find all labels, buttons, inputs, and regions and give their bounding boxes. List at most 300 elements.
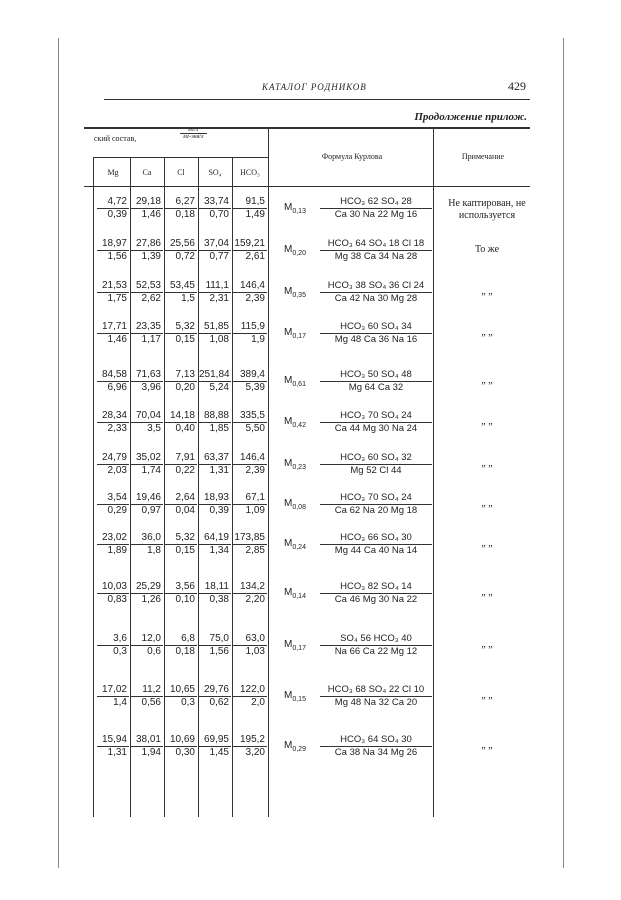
cations: Mg 44 Ca 40 Na 14 [334, 545, 418, 556]
mass-concentration: 122,0 [233, 684, 267, 697]
value-cell-cl [165, 452, 197, 477]
value-cell-so4 [199, 581, 231, 606]
value-cell-so4 [199, 452, 231, 477]
value-cell-ca [131, 410, 163, 435]
value-cell-mg [97, 280, 129, 305]
equivalent-concentration: 0,70 [209, 209, 229, 220]
unit-denominator: мг-экв/л [183, 134, 204, 140]
equivalent-concentration: 5,24 [209, 382, 229, 393]
cations: Mg 38 Ca 34 Na 28 [334, 251, 418, 262]
value-cell-ca [131, 238, 163, 263]
cations: Ca 62 Na 20 Mg 18 [334, 505, 418, 516]
equivalent-concentration: 0,20 [175, 382, 195, 393]
mass-concentration: 18,11 [199, 581, 231, 594]
value-cell-so4 [199, 280, 231, 305]
note-cell: „ „ [481, 375, 493, 386]
equivalent-concentration: 0,56 [141, 697, 161, 708]
equivalent-concentration: 0,15 [175, 334, 195, 345]
mineralization-value: 0,08 [292, 504, 306, 511]
value-cell-cl [165, 238, 197, 263]
mineralization [284, 538, 306, 551]
mineralization-symbol: M [284, 587, 293, 598]
mass-concentration: 51,85 [199, 321, 231, 334]
equivalent-concentration: 3,20 [245, 747, 265, 758]
mass-concentration: 63,37 [199, 452, 231, 465]
value-cell-mg [97, 581, 129, 606]
value-cell-mg [97, 410, 129, 435]
equivalent-concentration: 0,04 [175, 505, 195, 516]
formula-fraction [320, 196, 432, 221]
mass-concentration: 25,29 [131, 581, 163, 594]
mineralization [284, 690, 306, 703]
mass-concentration: 24,79 [97, 452, 129, 465]
equivalent-concentration: 0,3 [181, 697, 195, 708]
mass-concentration: 88,88 [199, 410, 231, 423]
col-header-hco3: HCO₃ [240, 168, 260, 177]
mass-concentration: 111,1 [199, 280, 231, 293]
mass-concentration: 17,02 [97, 684, 129, 697]
value-cell-cl [165, 196, 197, 221]
mineralization-symbol: M [284, 244, 293, 255]
mass-concentration: 36,0 [131, 532, 163, 545]
note-cell: „ „ [481, 690, 493, 701]
value-cell-so4 [199, 492, 231, 517]
col-header-cl: Cl [177, 168, 185, 177]
page-number: 429 [508, 79, 526, 93]
value-cell-ca [131, 321, 163, 346]
value-cell-mg [97, 238, 129, 263]
mineralization-value: 0,29 [292, 746, 306, 753]
equivalent-concentration: 0,39 [209, 505, 229, 516]
equivalent-concentration: 0,62 [209, 697, 229, 708]
value-cell-hco3 [233, 581, 267, 606]
note-cell: „ „ [481, 458, 493, 469]
value-cell-hco3 [233, 410, 267, 435]
value-cell-cl [165, 369, 197, 394]
equivalent-concentration: 1,26 [141, 594, 161, 605]
cations: Ca 44 Mg 30 Na 24 [334, 423, 418, 434]
mineralization-symbol: M [284, 375, 293, 386]
value-cell-ca [131, 633, 163, 658]
equivalent-concentration: 0,6 [147, 646, 161, 657]
anions: HCO₃ 62 SO₄ 28 [320, 196, 432, 209]
mass-concentration: 2,64 [165, 492, 197, 505]
mineralization-symbol: M [284, 740, 293, 751]
mass-concentration: 7,13 [165, 369, 197, 382]
mineralization [284, 498, 306, 511]
mass-concentration: 25,56 [165, 238, 197, 251]
note-cell: То же [474, 244, 500, 255]
value-cell-cl [165, 492, 197, 517]
mass-concentration: 7,91 [165, 452, 197, 465]
subheader-rule [93, 157, 268, 158]
note-cell: „ „ [481, 327, 493, 338]
mass-concentration: 84,58 [97, 369, 129, 382]
equivalent-concentration: 1,85 [209, 423, 229, 434]
equivalent-concentration: 2,39 [245, 465, 265, 476]
value-cell-hco3 [233, 280, 267, 305]
formula-header: Формула Курлова [321, 152, 383, 161]
mass-concentration: 10,65 [165, 684, 197, 697]
mass-concentration: 11,2 [131, 684, 163, 697]
value-cell-mg [97, 532, 129, 557]
equivalent-concentration: 1,94 [141, 747, 161, 758]
value-cell-so4 [199, 410, 231, 435]
equivalent-concentration: 3,5 [147, 423, 161, 434]
equivalent-concentration: 0,39 [107, 209, 127, 220]
mass-concentration: 12,0 [131, 633, 163, 646]
mass-concentration: 10,03 [97, 581, 129, 594]
value-cell-hco3 [233, 196, 267, 221]
mass-concentration: 75,0 [199, 633, 231, 646]
equivalent-concentration: 6,96 [107, 382, 127, 393]
value-cell-cl [165, 321, 197, 346]
value-cell-mg [97, 196, 129, 221]
mineralization [284, 740, 306, 753]
value-cell-mg [97, 321, 129, 346]
cations: Mg 48 Ca 36 Na 16 [334, 334, 418, 345]
value-cell-hco3 [233, 532, 267, 557]
equivalent-concentration: 5,39 [245, 382, 265, 393]
equivalent-concentration: 1,49 [245, 209, 265, 220]
mass-concentration: 71,63 [131, 369, 163, 382]
anions: HCO₃ 64 SO₄ 18 Cl 18 [320, 238, 432, 251]
note-cell: „ „ [481, 587, 493, 598]
value-cell-hco3 [233, 452, 267, 477]
equivalent-concentration: 1,56 [209, 646, 229, 657]
anions: HCO₃ 70 SO₄ 24 [320, 492, 432, 505]
value-cell-cl [165, 532, 197, 557]
anions: HCO₃ 60 SO₄ 34 [320, 321, 432, 334]
value-cell-hco3 [233, 734, 267, 759]
equivalent-concentration: 2,0 [251, 697, 265, 708]
mass-concentration: 23,35 [131, 321, 163, 334]
equivalent-concentration: 0,29 [107, 505, 127, 516]
mass-concentration: 69,95 [199, 734, 231, 747]
mass-concentration: 146,4 [233, 280, 267, 293]
mass-concentration: 19,46 [131, 492, 163, 505]
equivalent-concentration: 1,34 [209, 545, 229, 556]
mineralization [284, 375, 306, 388]
header-rule [104, 99, 530, 100]
equivalent-concentration: 1,39 [141, 251, 161, 262]
mineralization [284, 327, 306, 340]
unit-fraction [180, 127, 207, 140]
formula-fraction [320, 321, 432, 346]
mineralization-value: 0,14 [292, 593, 306, 600]
equivalent-concentration: 1,9 [251, 334, 265, 345]
equivalent-concentration: 1,46 [107, 334, 127, 345]
col-sep [93, 157, 94, 817]
equivalent-concentration: 0,38 [209, 594, 229, 605]
value-cell-cl [165, 581, 197, 606]
value-cell-hco3 [233, 238, 267, 263]
value-cell-hco3 [233, 492, 267, 517]
equivalent-concentration: 2,85 [245, 545, 265, 556]
mass-concentration: 29,18 [131, 196, 163, 209]
mass-concentration: 64,19 [199, 532, 231, 545]
mineralization [284, 639, 306, 652]
running-head: КАТАЛОГ РОДНИКОВ [262, 82, 367, 92]
equivalent-concentration: 2,03 [107, 465, 127, 476]
equivalent-concentration: 0,18 [175, 209, 195, 220]
value-cell-ca [131, 684, 163, 709]
equivalent-concentration: 1,74 [141, 465, 161, 476]
value-cell-so4 [199, 633, 231, 658]
mass-concentration: 389,4 [233, 369, 267, 382]
mass-concentration: 18,97 [97, 238, 129, 251]
formula-fraction [320, 684, 432, 709]
value-cell-so4 [199, 684, 231, 709]
mass-concentration: 159,21 [234, 238, 265, 249]
cations: Ca 46 Mg 30 Na 22 [334, 594, 418, 605]
value-cell-hco3 [233, 684, 267, 709]
col-header-so4: SO₄ [208, 168, 222, 177]
mass-concentration: 23,02 [97, 532, 129, 545]
equivalent-concentration: 0,83 [107, 594, 127, 605]
mineralization-symbol: M [284, 690, 293, 701]
mineralization [284, 202, 306, 215]
cations: Ca 38 Na 34 Mg 26 [334, 747, 418, 758]
equivalent-concentration: 1,08 [209, 334, 229, 345]
value-cell-ca [131, 452, 163, 477]
mass-concentration: 15,94 [97, 734, 129, 747]
anions: SO₄ 56 HCO₃ 40 [320, 633, 432, 646]
col-header-ca: Ca [142, 168, 152, 177]
value-cell-mg [97, 734, 129, 759]
equivalent-concentration: 0,3 [113, 646, 127, 657]
value-cell-so4 [199, 196, 231, 221]
equivalent-concentration: 2,20 [245, 594, 265, 605]
mineralization-symbol: M [284, 538, 293, 549]
equivalent-concentration: 5,50 [245, 423, 265, 434]
mineralization-value: 0,15 [292, 696, 306, 703]
col-sep [268, 128, 269, 817]
mass-concentration: 14,18 [165, 410, 197, 423]
mineralization-value: 0,61 [292, 381, 306, 388]
mass-concentration: 5,32 [165, 532, 197, 545]
value-cell-ca [131, 532, 163, 557]
mass-concentration: 28,34 [97, 410, 129, 423]
equivalent-concentration: 1,56 [107, 251, 127, 262]
equivalent-concentration: 1,4 [113, 697, 127, 708]
table-top-rule [84, 127, 530, 129]
anions: HCO₃ 64 SO₄ 30 [320, 734, 432, 747]
mass-concentration: 63,0 [233, 633, 267, 646]
equivalent-concentration: 1,45 [209, 747, 229, 758]
value-cell-so4 [199, 321, 231, 346]
formula-fraction [320, 633, 432, 658]
mineralization-value: 0,17 [292, 333, 306, 340]
equivalent-concentration: 0,30 [175, 747, 195, 758]
mass-concentration: 10,69 [165, 734, 197, 747]
value-cell-ca [131, 734, 163, 759]
anions: HCO₃ 68 SO₄ 22 Cl 10 [320, 684, 432, 697]
mineralization-symbol: M [284, 416, 293, 427]
mineralization [284, 244, 306, 257]
equivalent-concentration: 1,8 [147, 545, 161, 556]
mass-concentration: 18,93 [199, 492, 231, 505]
note-cell: „ „ [481, 416, 493, 427]
mineralization-value: 0,20 [292, 250, 306, 257]
header-bottom-rule [84, 186, 530, 187]
formula-fraction [320, 238, 432, 263]
equivalent-concentration: 0,77 [209, 251, 229, 262]
cations: Na 66 Ca 22 Mg 12 [334, 646, 418, 657]
mineralization-value: 0,17 [292, 645, 306, 652]
mass-concentration: 3,6 [97, 633, 129, 646]
equivalent-concentration: 1,17 [141, 334, 161, 345]
mass-concentration: 38,01 [131, 734, 163, 747]
value-cell-mg [97, 492, 129, 517]
mineralization-symbol: M [284, 498, 293, 509]
formula-fraction [320, 581, 432, 606]
equivalent-concentration: 0,15 [175, 545, 195, 556]
equivalent-concentration: 2,31 [209, 293, 229, 304]
value-cell-mg [97, 452, 129, 477]
equivalent-concentration: 2,33 [107, 423, 127, 434]
equivalent-concentration: 3,96 [141, 382, 161, 393]
note-cell: „ „ [481, 740, 493, 751]
equivalent-concentration: 1,31 [107, 747, 127, 758]
formula-fraction [320, 280, 432, 305]
note-cell: „ „ [481, 538, 493, 549]
value-cell-mg [97, 684, 129, 709]
equivalent-concentration: 1,09 [245, 505, 265, 516]
mass-concentration: 5,32 [165, 321, 197, 334]
mineralization-value: 0,35 [292, 292, 306, 299]
value-cell-so4 [199, 532, 231, 557]
mineralization [284, 286, 306, 299]
value-cell-cl [165, 734, 197, 759]
equivalent-concentration: 0,72 [175, 251, 195, 262]
formula-fraction [320, 369, 432, 394]
cations: Ca 30 Na 22 Mg 16 [334, 209, 418, 220]
mass-concentration: 35,02 [131, 452, 163, 465]
anions: HCO₃ 38 SO₄ 36 Cl 24 [320, 280, 432, 293]
equivalent-concentration: 2,62 [141, 293, 161, 304]
mass-concentration: 91,5 [233, 196, 267, 209]
composition-label: ский состав, [94, 134, 137, 143]
anions: HCO₃ 70 SO₄ 24 [320, 410, 432, 423]
anions: HCO₃ 66 SO₄ 30 [320, 532, 432, 545]
equivalent-concentration: 1,75 [107, 293, 127, 304]
mass-concentration: 33,74 [199, 196, 231, 209]
equivalent-concentration: 1,46 [141, 209, 161, 220]
mass-concentration: 6,27 [165, 196, 197, 209]
mass-concentration: 52,53 [131, 280, 163, 293]
mass-concentration: 21,53 [97, 280, 129, 293]
mass-concentration: 53,45 [165, 280, 197, 293]
mass-concentration: 17,71 [97, 321, 129, 334]
formula-fraction [320, 734, 432, 759]
value-cell-ca [131, 196, 163, 221]
mass-concentration: 3,56 [165, 581, 197, 594]
continuation-title: Продолжение прилож. [414, 111, 527, 123]
equivalent-concentration: 0,18 [175, 646, 195, 657]
equivalent-concentration: 1,5 [181, 293, 195, 304]
equivalent-concentration: 1,03 [245, 646, 265, 657]
anions: HCO₃ 60 SO₄ 32 [320, 452, 432, 465]
value-cell-cl [165, 633, 197, 658]
value-cell-mg [97, 369, 129, 394]
value-cell-so4 [199, 734, 231, 759]
value-cell-ca [131, 492, 163, 517]
anions: HCO₃ 82 SO₄ 14 [320, 581, 432, 594]
equivalent-concentration: 2,61 [245, 251, 265, 262]
mass-concentration: 6,8 [165, 633, 197, 646]
equivalent-concentration: 1,31 [209, 465, 229, 476]
mineralization [284, 416, 306, 429]
value-cell-hco3 [233, 369, 267, 394]
mineralization-value: 0,42 [292, 422, 306, 429]
col-header-mg: Mg [107, 168, 119, 177]
cations: Mg 48 Na 32 Ca 20 [334, 697, 418, 708]
value-cell-ca [131, 280, 163, 305]
mass-concentration: 146,4 [233, 452, 267, 465]
mineralization-value: 0,24 [292, 544, 306, 551]
value-cell-hco3 [233, 633, 267, 658]
mass-concentration: 195,2 [233, 734, 267, 747]
value-cell-ca [131, 369, 163, 394]
value-cell-so4 [199, 369, 231, 394]
mass-concentration: 67,1 [233, 492, 267, 505]
mineralization [284, 458, 306, 471]
mass-concentration: 70,04 [131, 410, 163, 423]
equivalent-concentration: 0,97 [141, 505, 161, 516]
formula-fraction [320, 410, 432, 435]
mass-concentration: 4,72 [97, 196, 129, 209]
mineralization-value: 0,23 [292, 464, 306, 471]
mass-concentration: 251,84 [199, 369, 230, 380]
note-cell: „ „ [481, 498, 493, 509]
mineralization-symbol: M [284, 286, 293, 297]
value-cell-hco3 [233, 321, 267, 346]
unit-numerator: мг/л [180, 127, 207, 134]
note-header: Примечание [461, 152, 505, 161]
mineralization-symbol: M [284, 327, 293, 338]
formula-fraction [320, 492, 432, 517]
note-cell: Не каптирован, не используется [448, 198, 526, 221]
cations: Mg 64 Ca 32 [348, 382, 404, 393]
note-cell: „ „ [481, 639, 493, 650]
right-page-edge [563, 38, 564, 868]
mineralization-symbol: M [284, 202, 293, 213]
mass-concentration: 115,9 [233, 321, 267, 334]
mass-concentration: 173,85 [234, 532, 265, 543]
mass-concentration: 134,2 [233, 581, 267, 594]
value-cell-cl [165, 280, 197, 305]
value-cell-so4 [199, 238, 231, 263]
equivalent-concentration: 0,40 [175, 423, 195, 434]
cations: Mg 52 Cl 44 [350, 465, 402, 476]
left-page-edge [58, 38, 59, 868]
mass-concentration: 27,86 [131, 238, 163, 251]
value-cell-mg [97, 633, 129, 658]
mineralization-symbol: M [284, 639, 293, 650]
col-sep [433, 128, 434, 817]
equivalent-concentration: 0,10 [175, 594, 195, 605]
anions: HCO₃ 50 SO₄ 48 [320, 369, 432, 382]
equivalent-concentration: 2,39 [245, 293, 265, 304]
mass-concentration: 37,04 [199, 238, 231, 251]
value-cell-cl [165, 410, 197, 435]
mineralization-value: 0,13 [292, 208, 306, 215]
formula-fraction [320, 532, 432, 557]
mass-concentration: 29,76 [199, 684, 231, 697]
mineralization [284, 587, 306, 600]
note-cell: „ „ [481, 286, 493, 297]
